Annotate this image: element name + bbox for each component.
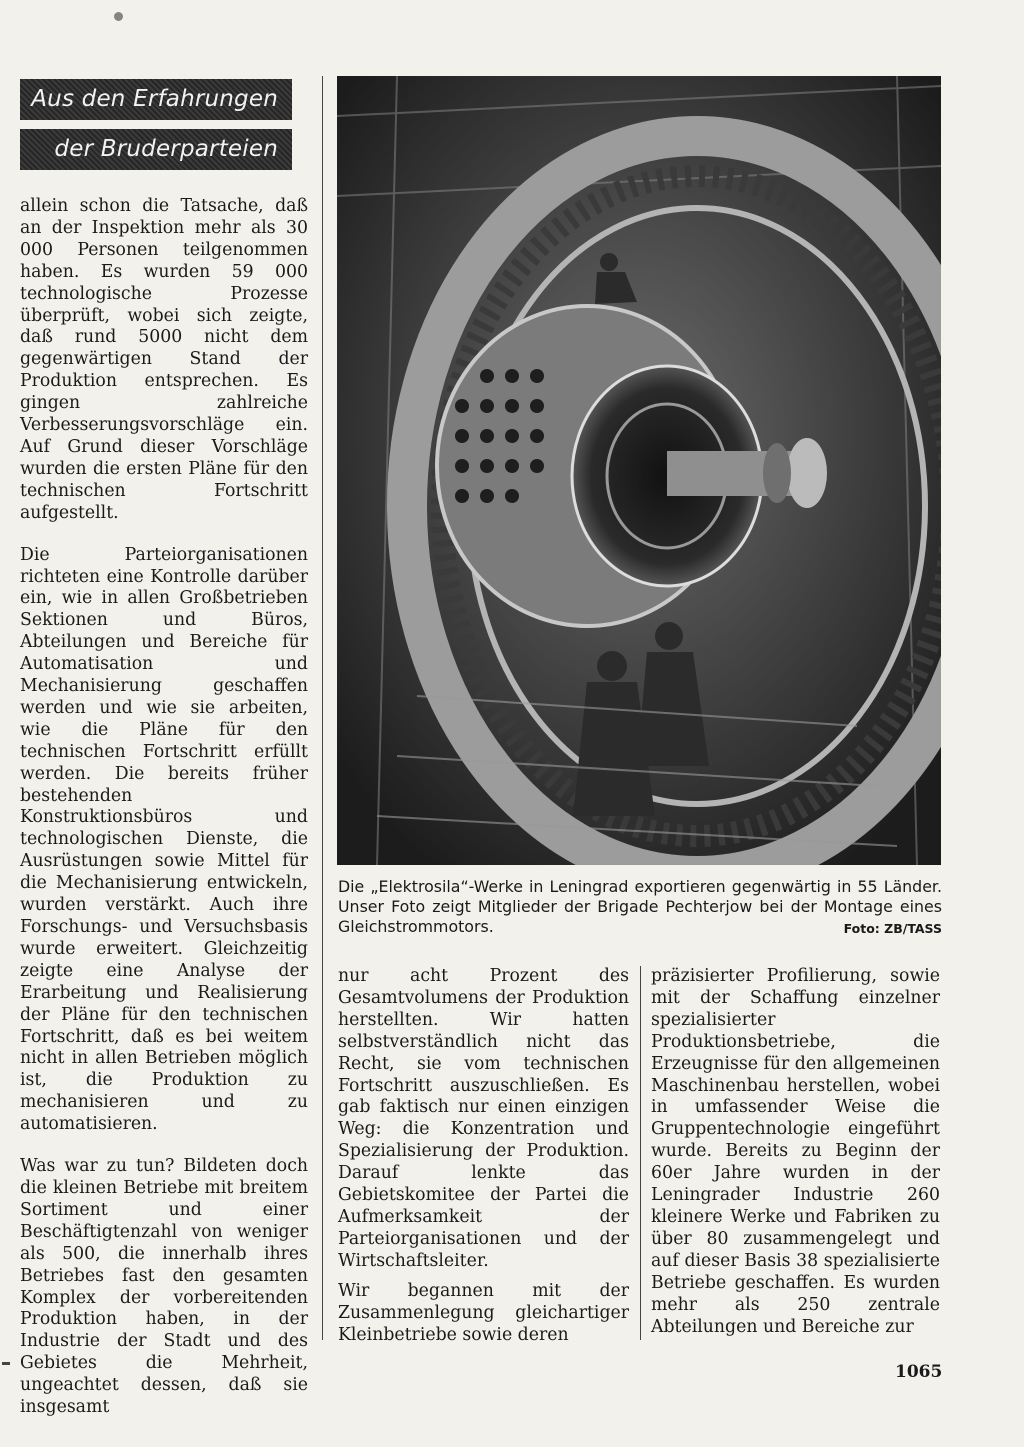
left-text-column	[20, 196, 308, 1418]
section-banner-line1: Aus den Erfahrungen	[20, 79, 292, 120]
page-number: 1065	[895, 1362, 943, 1382]
section-banner-line2: der Bruderparteien	[20, 129, 292, 170]
paragraph: Wir begannen mit der Zusammenlegung gleichartiger Kleinbetriebe sowie deren	[338, 1280, 629, 1345]
paragraph: Was war zu tun? Bildeten doch die kleinen Betriebe mit breitem Sortiment und einer Beschäftigtenzahl von weniger als 500, die innerhalb ihres Betriebes fast den gesamten Komplex der vorbereitenden Produktion haben, in der Industrie der Stadt und des Gebietes die Mehrheit, ungeachtet dessen, daß sie insgesamt	[20, 1156, 308, 1418]
paragraph: präzisierter Profilierung, sowie mit der Schaffung einzelner spezialisierter Produktionsbetriebe, die Erzeugnisse für den allgemeinen Maschinenbau herstellen, wobei in umfassender Weise die Gruppentechnologie eingeführt wurde. Bereits zu Beginn der 60er Jahre wurden in der Leningrader Industrie 260 kleinere Werke und Fabriken zu über 80 zusammengelegt und auf dieser Basis 38 spezialisierte Betriebe geschaffen. Es wurden mehr als 250 zentrale Abteilungen und Bereiche zur	[651, 966, 940, 1337]
caption-text: Die „Elektrosila“-Werke in Leningrad exportieren gegenwärtig in 55 Länder. Unser Foto zeigt Mitglieder der Brigade Pechterjow bei der Montage eines Gleichstrommotors.	[338, 877, 942, 936]
photo-caption	[338, 877, 942, 937]
photo-credit: Foto: ZB/TASS	[843, 921, 942, 936]
column-divider	[322, 76, 323, 1340]
print-smudge	[114, 12, 123, 21]
photo-illustration	[337, 76, 941, 865]
middle-text-column	[338, 966, 629, 1346]
paragraph: nur acht Prozent des Gesamtvolumens der Produktion herstellten. Wir hatten selbstverständlich nicht das Recht, sie vom technischen Fortschritt auszuschließen. Es gab faktisch nur einen einzigen Weg: die Konzentration und Spezialisierung der Produktion. Darauf lenkte das Gebietskomitee der Partei die Aufmerksamkeit der Parteiorganisationen und der Wirtschaftsleiter.	[338, 966, 629, 1271]
paragraph: Die Parteiorganisationen richteten eine Kontrolle darüber ein, wie in allen Großbetrieben Sektionen und Büros, Abteilungen und Bereiche für Automatisation und Mechanisierung geschaffen werden und wie sie arbeiten, wie die Pläne für den technischen Fortschritt erfüllt werden. Die bereits früher bestehenden Konstruktionsbüros und technologischen Dienste, die Ausrüstungen sowie Mittel für die Mechanisierung entwickeln, wurden verstärkt. Auch ihre Forschungs- und Versuchsbasis wurde erweitert. Gleichzeitig zeigte eine Analyse der Erarbeitung und Realisierung der Pläne für den technischen Fortschritt, daß es bei weitem nicht in allen Betrieben möglich ist, die Produktion zu mechanisieren und zu automatisieren.	[20, 544, 308, 1135]
right-text-column	[651, 966, 940, 1346]
margin-mark	[2, 1362, 10, 1365]
motor-assembly-photo	[337, 76, 941, 865]
column-divider	[640, 966, 641, 1340]
paragraph: allein schon die Tatsache, daß an der Inspektion mehr als 30 000 Personen teilgenommen haben. Es wurden 59 000 technologische Prozesse überprüft, wobei sich zeigte, daß rund 5000 nicht dem gegenwärtigen Stand der Produktion entsprechen. Es gingen zahlreiche Verbesserungsvorschläge ein. Auf Grund dieser Vorschläge wurden die ersten Pläne für den technischen Fortschritt aufgestellt.	[20, 196, 308, 523]
